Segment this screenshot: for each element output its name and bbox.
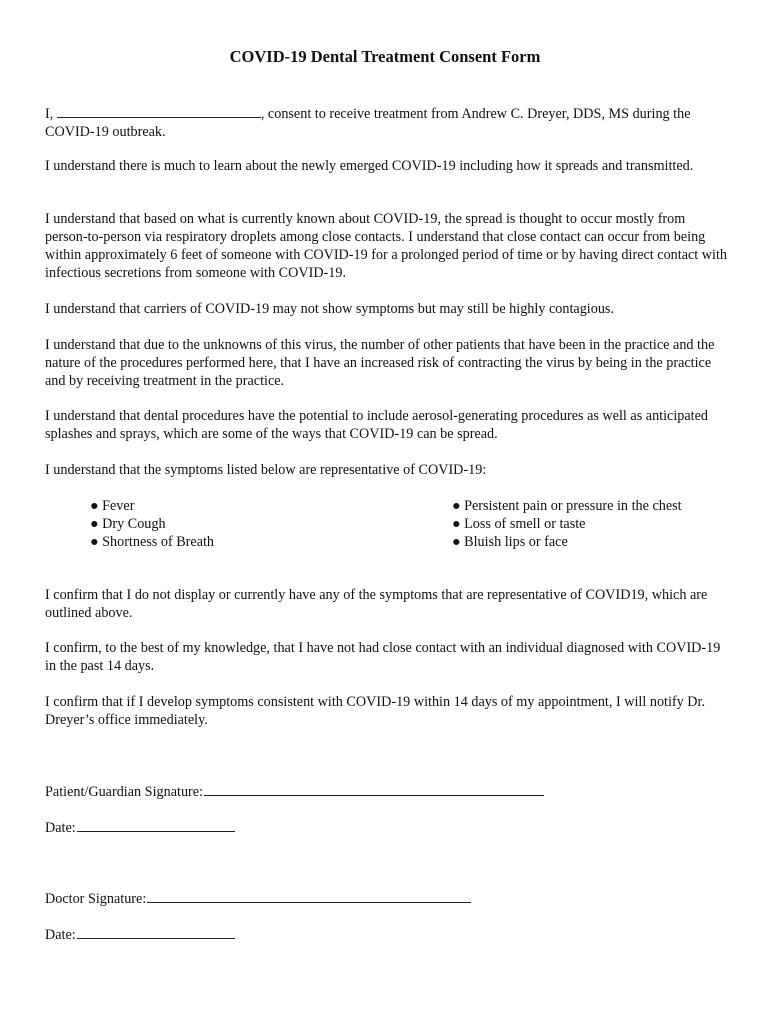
confirmation-no-contact: I confirm, to the best of my knowledge, that I have not had close contact with an individual diagnosed with COVID-19 in the past 14 days. (45, 640, 721, 674)
paragraph-symptoms-intro: I understand that the symptoms listed below are representative of COVID-19: (45, 462, 487, 478)
symptoms-list-left (90, 497, 214, 551)
symptom-item: ● Bluish lips or face (452, 534, 568, 550)
paragraph-learn: I understand there is much to learn about the newly emerged COVID-19 including how it spreads and transmitted. (45, 158, 694, 174)
symptom-item: ● Dry Cough (90, 516, 166, 532)
symptom-item: ● Loss of smell or taste (452, 516, 586, 532)
form-title: COVID-19 Dental Treatment Consent Form (229, 47, 541, 66)
patient-date-row (45, 818, 235, 837)
patient-signature-field[interactable] (204, 782, 544, 796)
paragraph-spread: I understand that based on what is currently known about COVID-19, the spread is thought to occur mostly from person-to-person via respiratory droplets among close contacts. I understand that close contact can occur from being within approximately 6 feet of someone with COVID-19 for a prolonged period of time or by having direct contact with infectious secretions from someone with COVID-19. (45, 211, 728, 281)
doctor-signature-label: Doctor Signature: (45, 891, 147, 907)
symptoms-list-right (452, 497, 682, 551)
doctor-date-label: Date: (45, 927, 76, 943)
patient-date-field[interactable] (77, 818, 235, 832)
intro-paragraph (45, 104, 730, 141)
confirmation-notify: I confirm that if I develop symptoms consistent with COVID-19 within 14 days of my appointment, I will notify Dr. Dreyer’s office immediately. (45, 694, 706, 728)
intro-prefix: I, (45, 106, 54, 122)
patient-name-field[interactable] (57, 104, 261, 118)
doctor-signature-field[interactable] (147, 889, 471, 903)
doctor-signature-row (45, 889, 471, 908)
symptom-item: ● Shortness of Breath (90, 534, 215, 550)
symptom-item: ● Fever (90, 498, 135, 514)
patient-signature-label: Patient/Guardian Signature: (45, 784, 203, 800)
intro-suffix: , consent to receive treatment from Andrew C. Dreyer, DDS, MS during the COVID-19 outbreak. (45, 106, 691, 140)
doctor-date-field[interactable] (77, 925, 235, 939)
paragraph-risk: I understand that due to the unknowns of this virus, the number of other patients that have been in the practice and the nature of the procedures performed here, that I have an increased risk of contracting the virus by being in the practice and by receiving treatment in the practice. (45, 337, 715, 389)
paragraph-aerosol: I understand that dental procedures have the potential to include aerosol-generating procedures as well as anticipated splashes and sprays, which are some of the ways that COVID-19 can be spread. (45, 408, 709, 442)
doctor-date-row (45, 925, 235, 944)
symptom-item: ● Persistent pain or pressure in the chest (452, 498, 682, 514)
patient-signature-row (45, 782, 544, 801)
patient-date-label: Date: (45, 820, 76, 836)
paragraph-carriers: I understand that carriers of COVID-19 may not show symptoms but may still be highly contagious. (45, 301, 614, 317)
confirmation-no-symptoms: I confirm that I do not display or currently have any of the symptoms that are representative of COVID19, which are outlined above. (45, 587, 708, 621)
